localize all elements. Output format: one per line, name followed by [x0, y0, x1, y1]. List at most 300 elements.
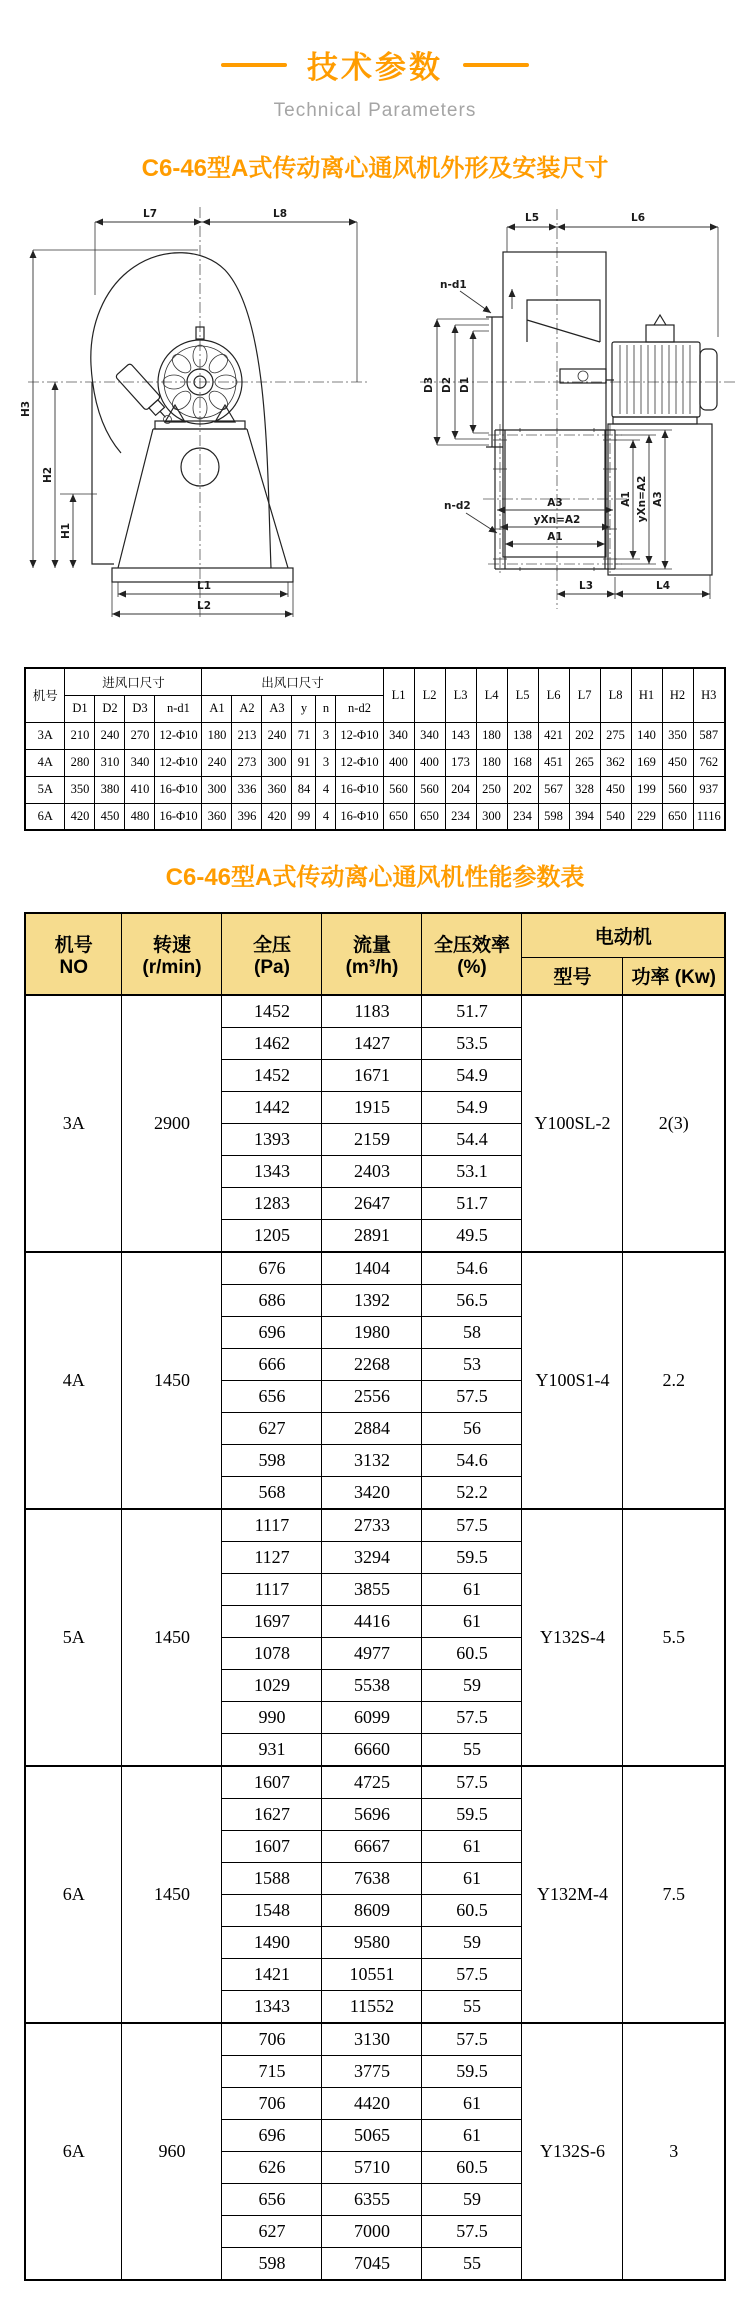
dim-cell: 168	[507, 749, 538, 776]
perf-cell-efficiency: 52.2	[422, 1477, 522, 1510]
perf-cell-motor-model: Y100S1-4	[522, 1252, 623, 1509]
dim-cell: 180	[476, 749, 507, 776]
dim-subcol-n-d1: n-d1	[155, 695, 202, 722]
perf-cell-flow: 2159	[322, 1124, 422, 1156]
dim-subcol-d1: D1	[65, 695, 95, 722]
dim-label-l4: L4	[656, 580, 670, 592]
perf-cell-flow: 3420	[322, 1477, 422, 1510]
dim-col-l4: L4	[476, 668, 507, 722]
perf-cell-pressure: 1627	[222, 1799, 322, 1831]
dim-col-l7: L7	[569, 668, 600, 722]
dim-cell-model: 6A	[25, 803, 65, 830]
dim-col-l1: L1	[383, 668, 414, 722]
dim-cell: 310	[95, 749, 125, 776]
dim-cell: 12-Φ10	[155, 722, 202, 749]
perf-cell-speed: 2900	[122, 995, 222, 1252]
perf-table-body	[25, 995, 725, 2280]
section1-title: C6-46型A式传动离心通风机外形及安装尺寸	[141, 155, 609, 182]
perf-col-speed-unit: (r/min)	[142, 956, 202, 978]
dim-cell: 273	[232, 749, 262, 776]
dim-col-l3: L3	[445, 668, 476, 722]
dim-cell: 328	[569, 776, 600, 803]
perf-cell-efficiency: 53.1	[422, 1156, 522, 1188]
perf-cell-speed: 960	[122, 2023, 222, 2280]
perf-cell-flow: 6099	[322, 1702, 422, 1734]
perf-cell-flow: 2733	[322, 1509, 422, 1542]
perf-cell-efficiency: 54.6	[422, 1252, 522, 1285]
dim-cell: 567	[538, 776, 569, 803]
dim-label-l7: L7	[143, 208, 157, 220]
perf-cell-pressure: 706	[222, 2023, 322, 2056]
side-view-drawing	[420, 209, 738, 609]
perf-table-row	[25, 995, 725, 1028]
dim-cell: 421	[538, 722, 569, 749]
perf-cell-efficiency: 53	[422, 1349, 522, 1381]
perf-cell-flow: 4420	[322, 2088, 422, 2120]
dim-cell: 410	[125, 776, 155, 803]
perf-cell-flow: 4977	[322, 1638, 422, 1670]
dim-label-nd1: n-d1	[440, 279, 467, 291]
perf-cell-pressure: 1127	[222, 1542, 322, 1574]
dim-cell: 91	[292, 749, 316, 776]
dim-cell: 400	[414, 749, 445, 776]
dim-label-d1: D1	[459, 376, 471, 394]
perf-cell-flow: 4416	[322, 1606, 422, 1638]
dim-cell: 169	[631, 749, 662, 776]
perf-col-flow-cn: 流量	[352, 934, 391, 956]
dim-label-h2: H2	[42, 466, 54, 484]
perf-cell-flow: 1980	[322, 1317, 422, 1349]
page-subtitle: Technical Parameters	[273, 100, 477, 121]
dim-cell: 336	[232, 776, 262, 803]
dim-table-body	[25, 722, 725, 830]
perf-cell-pressure: 676	[222, 1252, 322, 1285]
perf-cell-efficiency: 61	[422, 1831, 522, 1863]
perf-cell-efficiency: 53.5	[422, 1028, 522, 1060]
perf-col-pressure-cn: 全压	[252, 934, 291, 956]
perf-col-pressure-unit: (Pa)	[254, 956, 290, 978]
dim-col-l5: L5	[507, 668, 538, 722]
perf-cell-efficiency: 60.5	[422, 1638, 522, 1670]
perf-cell-flow: 3775	[322, 2056, 422, 2088]
perf-cell-motor-power: 2.2	[623, 1252, 725, 1509]
dim-cell: 420	[262, 803, 292, 830]
perf-col-motor-model: 型号	[522, 957, 623, 995]
perf-cell-flow: 7638	[322, 1863, 422, 1895]
perf-cell-motor-power: 2(3)	[623, 995, 725, 1252]
perf-cell-pressure: 1697	[222, 1606, 322, 1638]
perf-cell-pressure: 627	[222, 1413, 322, 1445]
dim-cell: 350	[65, 776, 95, 803]
perf-cell-flow: 2891	[322, 1220, 422, 1253]
dim-cell-model: 4A	[25, 749, 65, 776]
perf-cell-efficiency: 55	[422, 2248, 522, 2281]
dim-cell: 300	[476, 803, 507, 830]
perf-cell-flow: 11552	[322, 1991, 422, 2024]
dim-label-l5: L5	[525, 212, 539, 224]
dim-subcol-n: n	[316, 695, 336, 722]
perf-cell-pressure: 1421	[222, 1959, 322, 1991]
perf-cell-efficiency: 57.5	[422, 1766, 522, 1799]
dim-label-h1: H1	[60, 522, 72, 540]
dim-label-a1-inner: A1	[547, 531, 563, 543]
perf-cell-model-no: 4A	[25, 1252, 122, 1509]
perf-cell-flow: 2884	[322, 1413, 422, 1445]
perf-cell-speed: 1450	[122, 1509, 222, 1766]
bearing-unit	[115, 363, 177, 429]
title-dash-right	[463, 63, 529, 67]
dim-label-a1-side: A1	[620, 491, 632, 507]
dim-cell: 180	[202, 722, 232, 749]
dim-cell: 560	[414, 776, 445, 803]
perf-cell-flow: 2268	[322, 1349, 422, 1381]
dim-cell: 3	[316, 722, 336, 749]
dim-subcol-d2: D2	[95, 695, 125, 722]
dim-cell: 270	[125, 722, 155, 749]
perf-col-model-no-en: NO	[59, 956, 88, 978]
perf-cell-pressure: 1548	[222, 1895, 322, 1927]
perf-cell-pressure: 1205	[222, 1220, 322, 1253]
perf-cell-pressure: 1393	[222, 1124, 322, 1156]
dimensions-table	[24, 667, 726, 831]
dim-cell: 180	[476, 722, 507, 749]
perf-cell-efficiency: 54.9	[422, 1060, 522, 1092]
perf-cell-pressure: 706	[222, 2088, 322, 2120]
dim-cell: 229	[631, 803, 662, 830]
perf-cell-model-no: 3A	[25, 995, 122, 1252]
dim-cell: 280	[65, 749, 95, 776]
perf-cell-pressure: 1078	[222, 1638, 322, 1670]
perf-cell-flow: 7045	[322, 2248, 422, 2281]
main-title-row	[0, 0, 750, 87]
dim-col-l6: L6	[538, 668, 569, 722]
dim-cell: 598	[538, 803, 569, 830]
perf-cell-model-no: 6A	[25, 1766, 122, 2023]
perf-cell-flow: 3130	[322, 2023, 422, 2056]
perf-cell-pressure: 626	[222, 2152, 322, 2184]
dim-table-row	[25, 722, 725, 749]
perf-cell-flow: 10551	[322, 1959, 422, 1991]
perf-cell-pressure: 931	[222, 1734, 322, 1767]
perf-cell-pressure: 1283	[222, 1188, 322, 1220]
perf-cell-pressure: 1452	[222, 995, 322, 1028]
perf-cell-motor-power: 7.5	[623, 1766, 725, 2023]
perf-cell-pressure: 715	[222, 2056, 322, 2088]
dim-cell: 450	[600, 776, 631, 803]
dim-cell: 650	[414, 803, 445, 830]
dim-cell: 540	[600, 803, 631, 830]
perf-cell-flow: 1427	[322, 1028, 422, 1060]
perf-col-efficiency-unit: (%)	[457, 956, 487, 978]
perf-col-speed	[122, 913, 222, 995]
dim-cell: 300	[202, 776, 232, 803]
perf-table-row	[25, 1252, 725, 1285]
title-dash-left	[221, 63, 287, 67]
perf-cell-efficiency: 60.5	[422, 2152, 522, 2184]
perf-cell-flow: 7000	[322, 2216, 422, 2248]
dim-cell: 400	[383, 749, 414, 776]
dim-cell-model: 3A	[25, 722, 65, 749]
perf-cell-flow: 2403	[322, 1156, 422, 1188]
perf-cell-flow: 2647	[322, 1188, 422, 1220]
perf-cell-pressure: 1607	[222, 1831, 322, 1863]
perf-cell-pressure: 1442	[222, 1092, 322, 1124]
dim-cell: 143	[445, 722, 476, 749]
dim-cell-model: 5A	[25, 776, 65, 803]
perf-cell-pressure: 1588	[222, 1863, 322, 1895]
perf-col-model-no	[25, 913, 122, 995]
dim-cell: 1116	[693, 803, 725, 830]
dim-cell: 234	[507, 803, 538, 830]
dim-cell: 4	[316, 803, 336, 830]
dim-cell: 650	[383, 803, 414, 830]
dim-label-h3: H3	[20, 400, 32, 418]
dim-cell: 4	[316, 776, 336, 803]
dim-label-a2-side: yXn=A2	[636, 475, 648, 523]
perf-cell-efficiency: 54.6	[422, 1445, 522, 1477]
perf-cell-flow: 1671	[322, 1060, 422, 1092]
perf-cell-pressure: 568	[222, 1477, 322, 1510]
perf-cell-efficiency: 59	[422, 1670, 522, 1702]
perf-cell-efficiency: 51.7	[422, 995, 522, 1028]
perf-cell-efficiency: 54.9	[422, 1092, 522, 1124]
perf-cell-pressure: 666	[222, 1349, 322, 1381]
dim-cell: 420	[65, 803, 95, 830]
dim-cell: 380	[95, 776, 125, 803]
dim-col-l2: L2	[414, 668, 445, 722]
dim-label-d3: D3	[423, 376, 435, 394]
perf-cell-efficiency: 58	[422, 1317, 522, 1349]
dim-cell: 560	[662, 776, 693, 803]
perf-cell-efficiency: 54.4	[422, 1124, 522, 1156]
dim-cell: 362	[600, 749, 631, 776]
perf-table-row	[25, 2023, 725, 2056]
dim-cell: 12-Φ10	[336, 749, 383, 776]
dim-subcol-n-d2: n-d2	[336, 695, 383, 722]
dim-cell: 937	[693, 776, 725, 803]
perf-cell-pressure: 656	[222, 2184, 322, 2216]
dim-subcol-d3: D3	[125, 695, 155, 722]
dim-cell: 204	[445, 776, 476, 803]
perf-header-row-1	[25, 913, 725, 957]
perf-cell-flow: 3294	[322, 1542, 422, 1574]
dim-label-l8: L8	[273, 208, 287, 220]
perf-cell-pressure: 696	[222, 1317, 322, 1349]
fan-dimension-drawings	[0, 187, 750, 657]
perf-cell-flow: 2556	[322, 1381, 422, 1413]
perf-cell-flow: 1404	[322, 1252, 422, 1285]
section2-title: C6-46型A式传动离心通风机性能参数表	[165, 864, 585, 891]
perf-cell-efficiency: 59.5	[422, 2056, 522, 2088]
perf-cell-efficiency: 49.5	[422, 1220, 522, 1253]
perf-cell-flow: 5065	[322, 2120, 422, 2152]
perf-cell-pressure: 990	[222, 1702, 322, 1734]
dim-cell: 240	[202, 749, 232, 776]
dim-cell: 340	[125, 749, 155, 776]
perf-cell-motor-model: Y132M-4	[522, 1766, 623, 2023]
perf-cell-flow: 9580	[322, 1927, 422, 1959]
perf-cell-flow: 4725	[322, 1766, 422, 1799]
dim-cell: 99	[292, 803, 316, 830]
perf-cell-speed: 1450	[122, 1766, 222, 2023]
perf-col-speed-cn: 转速	[152, 934, 191, 956]
dim-cell: 173	[445, 749, 476, 776]
perf-cell-efficiency: 59	[422, 1927, 522, 1959]
dim-cell: 202	[507, 776, 538, 803]
dim-cell: 240	[262, 722, 292, 749]
dim-cell: 240	[95, 722, 125, 749]
perf-cell-pressure: 1462	[222, 1028, 322, 1060]
dim-cell: 199	[631, 776, 662, 803]
dim-cell: 12-Φ10	[155, 749, 202, 776]
perf-cell-flow: 5710	[322, 2152, 422, 2184]
dim-cell: 340	[383, 722, 414, 749]
perf-cell-model-no: 6A	[25, 2023, 122, 2280]
perf-cell-pressure: 1343	[222, 1991, 322, 2024]
perf-cell-motor-model: Y132S-4	[522, 1509, 623, 1766]
dim-header-row-1	[25, 668, 725, 695]
dim-cell: 213	[232, 722, 262, 749]
dim-cell: 650	[662, 803, 693, 830]
dim-subcol-a3: A3	[262, 695, 292, 722]
dim-cell: 394	[569, 803, 600, 830]
front-view-drawing	[20, 207, 368, 617]
perf-cell-efficiency: 59	[422, 2184, 522, 2216]
perf-cell-motor-power: 3	[623, 2023, 725, 2280]
dim-cell: 16-Φ10	[336, 776, 383, 803]
perf-col-model-no-cn: 机号	[54, 934, 93, 956]
dim-cell: 3	[316, 749, 336, 776]
perf-cell-efficiency: 61	[422, 1863, 522, 1895]
perf-cell-flow: 8609	[322, 1895, 422, 1927]
dim-cell: 12-Φ10	[336, 722, 383, 749]
dim-cell: 202	[569, 722, 600, 749]
dim-col-h3: H3	[693, 668, 725, 722]
perf-cell-efficiency: 56	[422, 1413, 522, 1445]
perf-cell-efficiency: 59.5	[422, 1799, 522, 1831]
perf-cell-flow: 5696	[322, 1799, 422, 1831]
perf-cell-efficiency: 61	[422, 1606, 522, 1638]
perf-cell-efficiency: 57.5	[422, 1381, 522, 1413]
dim-table-row	[25, 749, 725, 776]
perf-cell-model-no: 5A	[25, 1509, 122, 1766]
perf-cell-pressure: 1490	[222, 1927, 322, 1959]
perf-cell-motor-model: Y132S-6	[522, 2023, 623, 2280]
dim-group-inlet: 进风口尺寸	[65, 668, 202, 695]
perf-cell-pressure: 1343	[222, 1156, 322, 1188]
perf-cell-pressure: 1029	[222, 1670, 322, 1702]
dim-col-model: 机号	[25, 668, 65, 722]
perf-cell-motor-model: Y100SL-2	[522, 995, 623, 1252]
page-header	[0, 0, 750, 122]
perf-cell-efficiency: 61	[422, 2120, 522, 2152]
perf-cell-flow: 1392	[322, 1285, 422, 1317]
dim-subcol-a1: A1	[202, 695, 232, 722]
dim-cell: 560	[383, 776, 414, 803]
perf-cell-flow: 6660	[322, 1734, 422, 1767]
perf-cell-efficiency: 55	[422, 1734, 522, 1767]
dim-col-l8: L8	[600, 668, 631, 722]
performance-table	[24, 912, 726, 2281]
dim-cell: 340	[414, 722, 445, 749]
dim-cell: 210	[65, 722, 95, 749]
dim-cell: 138	[507, 722, 538, 749]
dim-label-nd2: n-d2	[444, 500, 471, 512]
dim-label-d2: D2	[441, 376, 453, 394]
dim-label-a2-inner: yXn=A2	[533, 514, 581, 526]
dim-cell: 396	[232, 803, 262, 830]
dim-label-l1: L1	[197, 580, 211, 592]
perf-col-motor-group: 电动机	[522, 913, 725, 957]
perf-cell-pressure: 686	[222, 1285, 322, 1317]
dim-cell: 451	[538, 749, 569, 776]
perf-cell-flow: 6667	[322, 1831, 422, 1863]
perf-cell-efficiency: 59.5	[422, 1542, 522, 1574]
perf-cell-pressure: 1117	[222, 1574, 322, 1606]
perf-cell-efficiency: 51.7	[422, 1188, 522, 1220]
perf-cell-pressure: 627	[222, 2216, 322, 2248]
perf-cell-pressure: 1607	[222, 1766, 322, 1799]
perf-cell-efficiency: 61	[422, 1574, 522, 1606]
perf-col-efficiency	[422, 913, 522, 995]
perf-cell-flow: 5538	[322, 1670, 422, 1702]
dim-label-l3: L3	[579, 580, 593, 592]
perf-cell-speed: 1450	[122, 1252, 222, 1509]
perf-table-row	[25, 1766, 725, 1799]
perf-cell-efficiency: 57.5	[422, 1509, 522, 1542]
dim-table-row	[25, 776, 725, 803]
dim-label-a3-side: A3	[652, 491, 664, 507]
perf-cell-pressure: 1452	[222, 1060, 322, 1092]
dim-cell: 71	[292, 722, 316, 749]
dim-cell: 16-Φ10	[155, 803, 202, 830]
dim-cell: 350	[662, 722, 693, 749]
dim-cell: 16-Φ10	[336, 803, 383, 830]
dim-cell: 360	[262, 776, 292, 803]
perf-cell-flow: 6355	[322, 2184, 422, 2216]
perf-col-motor-power: 功率 (Kw)	[623, 957, 725, 995]
perf-cell-efficiency: 56.5	[422, 1285, 522, 1317]
dim-cell: 480	[125, 803, 155, 830]
dim-cell: 84	[292, 776, 316, 803]
perf-cell-efficiency: 55	[422, 1991, 522, 2024]
dim-table-row	[25, 803, 725, 830]
perf-cell-flow: 3132	[322, 1445, 422, 1477]
perf-cell-efficiency: 61	[422, 2088, 522, 2120]
perf-cell-pressure: 598	[222, 2248, 322, 2281]
dim-cell: 762	[693, 749, 725, 776]
dim-cell: 360	[202, 803, 232, 830]
dim-col-h2: H2	[662, 668, 693, 722]
perf-cell-pressure: 656	[222, 1381, 322, 1413]
perf-cell-pressure: 1117	[222, 1509, 322, 1542]
dim-label-l2: L2	[197, 600, 211, 612]
dim-cell: 300	[262, 749, 292, 776]
dim-subcol-y: y	[292, 695, 316, 722]
perf-cell-pressure: 696	[222, 2120, 322, 2152]
perf-col-flow	[322, 913, 422, 995]
dim-cell: 587	[693, 722, 725, 749]
perf-cell-flow: 1915	[322, 1092, 422, 1124]
dim-cell: 275	[600, 722, 631, 749]
dim-cell: 16-Φ10	[155, 776, 202, 803]
perf-cell-motor-power: 5.5	[623, 1509, 725, 1766]
perf-cell-flow: 1183	[322, 995, 422, 1028]
perf-col-flow-unit: (m³/h)	[345, 956, 399, 978]
perf-cell-efficiency: 57.5	[422, 1959, 522, 1991]
perf-cell-flow: 3855	[322, 1574, 422, 1606]
dim-cell: 250	[476, 776, 507, 803]
